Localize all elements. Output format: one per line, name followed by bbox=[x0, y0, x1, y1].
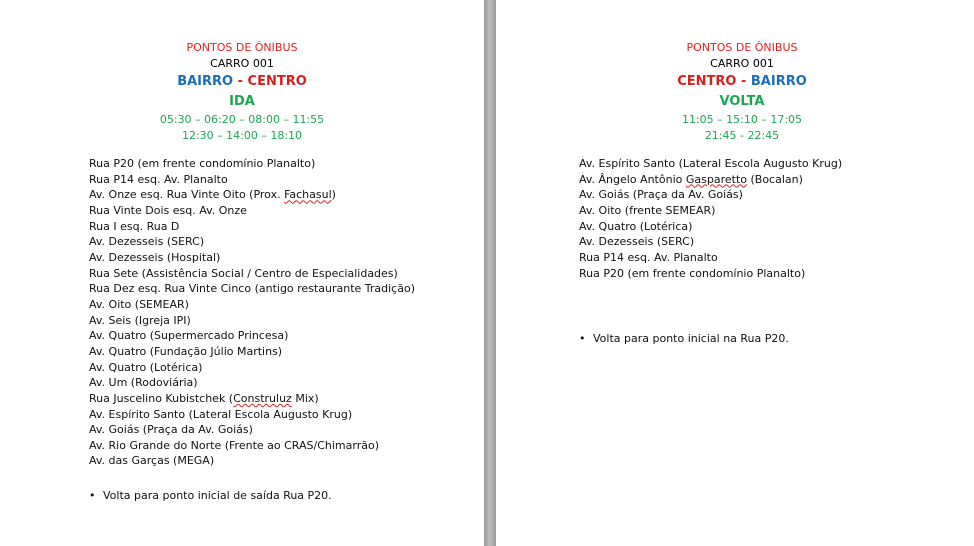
page-title: PONTOS DE ÔNIBUS bbox=[186, 41, 298, 54]
return-note bbox=[579, 332, 789, 345]
page-title: PONTOS DE ÔNIBUS bbox=[686, 41, 798, 54]
list-item: Rua P14 esq. Av. Planalto bbox=[579, 250, 718, 264]
list-item: Av. Oito (SEMEAR) bbox=[89, 297, 189, 311]
list-item: Rua P14 esq. Av. Planalto bbox=[89, 172, 228, 186]
spelling-flag: Fachasul bbox=[284, 188, 332, 202]
return-note bbox=[89, 489, 332, 502]
list-item: Av. Quatro (Lotérica) bbox=[579, 219, 693, 233]
list-item: Rua Sete (Assistência Social / Centro de Especialidades) bbox=[89, 266, 398, 280]
spelling-flag: Construluz bbox=[233, 391, 292, 405]
page-gutter bbox=[484, 0, 496, 546]
list-item: Av. Oito (frente SEMEAR) bbox=[579, 203, 716, 217]
list-item: Av. Rio Grande do Norte (Frente ao CRAS/Chimarrão) bbox=[89, 438, 379, 452]
list-item: Av. Onze esq. Rua Vinte Oito (Prox. Fachasul) bbox=[89, 188, 336, 202]
route-separator: - bbox=[233, 74, 248, 89]
list-item: Rua P20 (em frente condomínio Planalto) bbox=[579, 266, 806, 280]
list-item: Av. das Garças (MEGA) bbox=[89, 454, 215, 468]
list-item: Rua Vinte Dois esq. Av. Onze bbox=[89, 203, 247, 217]
list-item: Av. Espírito Santo (Lateral Escola Augusto Krug) bbox=[89, 407, 353, 421]
schedule-times-line-1: 11:05 – 15:10 – 17:05 bbox=[681, 113, 803, 126]
list-item: Av. Quatro (Fundação Júlio Martins) bbox=[89, 344, 283, 358]
bus-stop-list bbox=[89, 156, 415, 469]
route-heading bbox=[0, 72, 484, 91]
return-note-text: Volta para ponto inicial de saída Rua P20. bbox=[103, 489, 332, 502]
list-item: Av. Espírito Santo (Lateral Escola Augusto Krug) bbox=[579, 157, 843, 170]
list-item: Av. Goiás (Praça da Av. Goiás) bbox=[89, 423, 253, 437]
list-item: Av. Dezesseis (SERC) bbox=[89, 235, 205, 249]
route-heading bbox=[496, 72, 974, 91]
list-item: Av. Quatro (Lotérica) bbox=[89, 360, 203, 374]
list-item: Rua Juscelino Kubistchek (Construluz Mix) bbox=[89, 391, 319, 405]
list-item: Rua I esq. Rua D bbox=[89, 219, 180, 233]
route-separator: - bbox=[736, 74, 751, 89]
schedule-times-line-2: 21:45 - 22:45 bbox=[704, 129, 780, 142]
car-number: CARRO 001 bbox=[210, 57, 274, 70]
list-item: Av. Dezesseis (SERC) bbox=[579, 235, 695, 249]
document-page-right[interactable] bbox=[496, 0, 974, 546]
list-item: Rua Dez esq. Rua Vinte Cinco (antigo restaurante Tradição) bbox=[89, 282, 415, 296]
list-item: Av. Um (Rodoviária) bbox=[89, 376, 198, 390]
bullet-icon: • bbox=[89, 489, 96, 502]
list-item: Av. Dezesseis (Hospital) bbox=[89, 250, 221, 264]
schedule-times-line-1: 05:30 – 06:20 – 08:00 – 11:55 bbox=[159, 113, 325, 126]
route-origin: BAIRRO bbox=[177, 74, 234, 89]
bullet-icon: • bbox=[579, 332, 586, 345]
list-item: Rua P20 (em frente condomínio Planalto) bbox=[89, 157, 316, 170]
list-item: Av. Quatro (Supermercado Princesa) bbox=[89, 329, 289, 343]
list-item: Av. Ângelo Antônio Gasparetto (Bocalan) bbox=[579, 172, 803, 186]
bus-stop-list bbox=[579, 156, 842, 281]
list-item: Av. Goiás (Praça da Av. Goiás) bbox=[579, 188, 743, 202]
return-note-text: Volta para ponto inicial na Rua P20. bbox=[593, 332, 789, 345]
schedule-times-line-2: 12:30 – 14:00 – 18:10 bbox=[181, 129, 303, 142]
direction-label: VOLTA bbox=[719, 94, 765, 109]
document-page-left[interactable] bbox=[0, 0, 484, 546]
car-number: CARRO 001 bbox=[710, 57, 774, 70]
page-header bbox=[496, 40, 974, 144]
route-destination: BAIRRO bbox=[750, 74, 807, 89]
route-origin: CENTRO bbox=[677, 74, 737, 89]
page-header bbox=[0, 40, 484, 144]
list-item: Av. Seis (Igreja IPI) bbox=[89, 313, 191, 327]
direction-label: IDA bbox=[229, 94, 255, 109]
spelling-flag: Gasparetto bbox=[685, 172, 747, 186]
route-destination: CENTRO bbox=[247, 74, 307, 89]
